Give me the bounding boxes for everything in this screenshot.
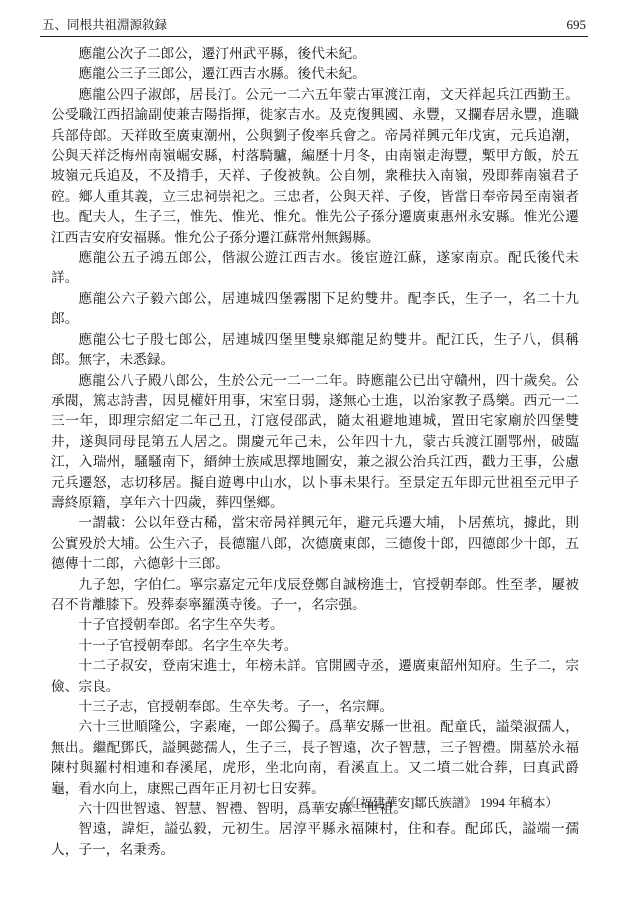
paragraph-alternate-record: 一謂載：公以年登古稀，當宋帝昺祥興元年，避元兵遷大埔，卜居蕉坑，據此，則公實殁於大埔。公生六子，長德寵八郎，次德廣東郎，三德俊十郎，四德郎少十郎，五德傳十二郎，六德彰十三郎。 — [51, 515, 579, 573]
body-text — [51, 44, 579, 860]
running-header — [40, 14, 588, 37]
paragraph-eighth-son: 應龍公八子殿八郎公，生於公元一二一二年。時應龍公已出守贛州，四十歲矣。公承閥，篤志詩書，因見權奸用事，宋室日弱，遂無心士進，以治家教子爲樂。西元一二三一年，即理宗紹定二年己丑，汀寇侵邵武，隨太祖避地連城，置田宅家廟於四堡雙井，遂與同母昆第五人居之。開慶元年己未，公年四十九，蒙古兵渡江圍鄂州，破臨江，入瑞州，騷騷南下，縉紳士族咸思擇地圖安，兼之淑公治兵江西，戳力王事，公慮元兵遷怒，志切移居。擬自遊粵中山水，以卜事未果行。至景定五年即元世祖至元甲子壽終原籍，享年六十四歲，葬四堡鄉。 — [51, 372, 579, 511]
section-title: 五、同根共祖淵源敘録 — [42, 17, 168, 32]
paragraph-third-son: 應龍公三子三郎公，遷江西吉水縣。後代未紀。 — [78, 66, 366, 83]
page-number: 695 — [566, 17, 586, 32]
paragraph-tenth-son: 十子官授朝奉郎。名字生卒失考。 — [78, 617, 284, 634]
paragraph-zhiyuan: 智遠，諱炬，謚弘毅，元初生。居淳平縣永福陳村，住和春。配邱氏，謚端一孺人，子一，名秉秀。 — [51, 821, 579, 858]
paragraph-seventh-son: 應龍公七子殷七郎公，居連城四堡里雙泉鄉龍足約雙井。配江氏，生子八，俱稱郎。無字，未悉録。 — [51, 331, 579, 369]
paragraph-ninth-son: 九子恕，字伯仁。寧宗嘉定元年戊辰登鄭自誠榜進士，官授朝奉郎。性至孝，屢被召不肯離膝下。殁葬泰寧羅漢寺後。子一，名宗强。 — [51, 576, 579, 613]
paragraph-63rd-generation: 六十三世順隆公，字素庵，一郎公獨子。爲華安縣一世祖。配童氏，謚榮淑孺人，無出。繼配鄧氏，謚興懿孺人，生子三，長子智遠，次子智慧，三子智禮。開墓於永福陳村與羅村相連和春溪尾，虎形，坐北向南，看溪直上。又二墳二妣合葬，曰真武爵龜，看水向上，康熙己酉年正月初七日安葬。 — [51, 719, 579, 797]
paragraph-thirteenth-son: 十三子志，官授朝奉郎。生卒失考。子一，名宗輝。 — [78, 699, 394, 715]
paragraph-twelfth-son: 十二子叔安，登南宋進士，年榜未詳。官開國寺丞，遷廣東韶州知府。生子二，宗儉、宗良。 — [51, 658, 579, 695]
paragraph-64th-generation: 六十四世智遠、智慧、智禮、智明，爲華安縣二世祖。 — [78, 801, 407, 818]
paragraph-second-son: 應龍公次子二郎公，遷汀州武平縣，後代未紀。 — [78, 46, 366, 62]
paragraph-fifth-son: 應龍公五子鴻五郎公，偕淑公遊江西吉水。後宦遊江蘇，遂家南京。配氏後代未詳。 — [51, 250, 579, 287]
paragraph-fourth-son: 應龍公四子淑郎，居長汀。公元一二六五年蒙古軍渡江南，文天祥起兵江西勤王。公受職江西招諭副使兼吉陽指揮，徙家吉水。及克復興國、永豐，又攔春居永豐，進職兵部侍郎。天祥敗至廣東潮州，公與劉子俊率兵會之。帝昺祥興元年戊寅，元兵追潮，公與天祥泛梅州南嶺崛安縣，村落騎驢，編歷十月冬，由南嶺走海豐，槧甲方飯，於五坡嶺元兵追及，不及揹手，天祥、子俊被執。公自刎，衆稚扶入南嶺，殁即葬南嶺君子硿。鄉人重其義，立三忠祠崇祀之。三忠者，公與天祥、子俊，皆當日奉帝昺至南嶺者也。配夫人，生子三，惟先、惟光、惟允。惟先公子孫分遷廣東惠州永安縣。惟光公遷江西吉安府安福縣。惟允公子孫分遷江蘇常州無錫縣。 — [51, 86, 579, 246]
paragraph-eleventh-son: 十一子官授朝奉郎。名字生卒失考。 — [78, 637, 298, 654]
source-citation: （《[福建華安]鄒氏族譜》 1994 年稿本） — [337, 796, 558, 810]
paragraph-sixth-son: 應龍公六子毅六郎公，居連城四堡霧閣下足約雙井。配李氏，生子一，名二十九郎。 — [51, 290, 579, 328]
